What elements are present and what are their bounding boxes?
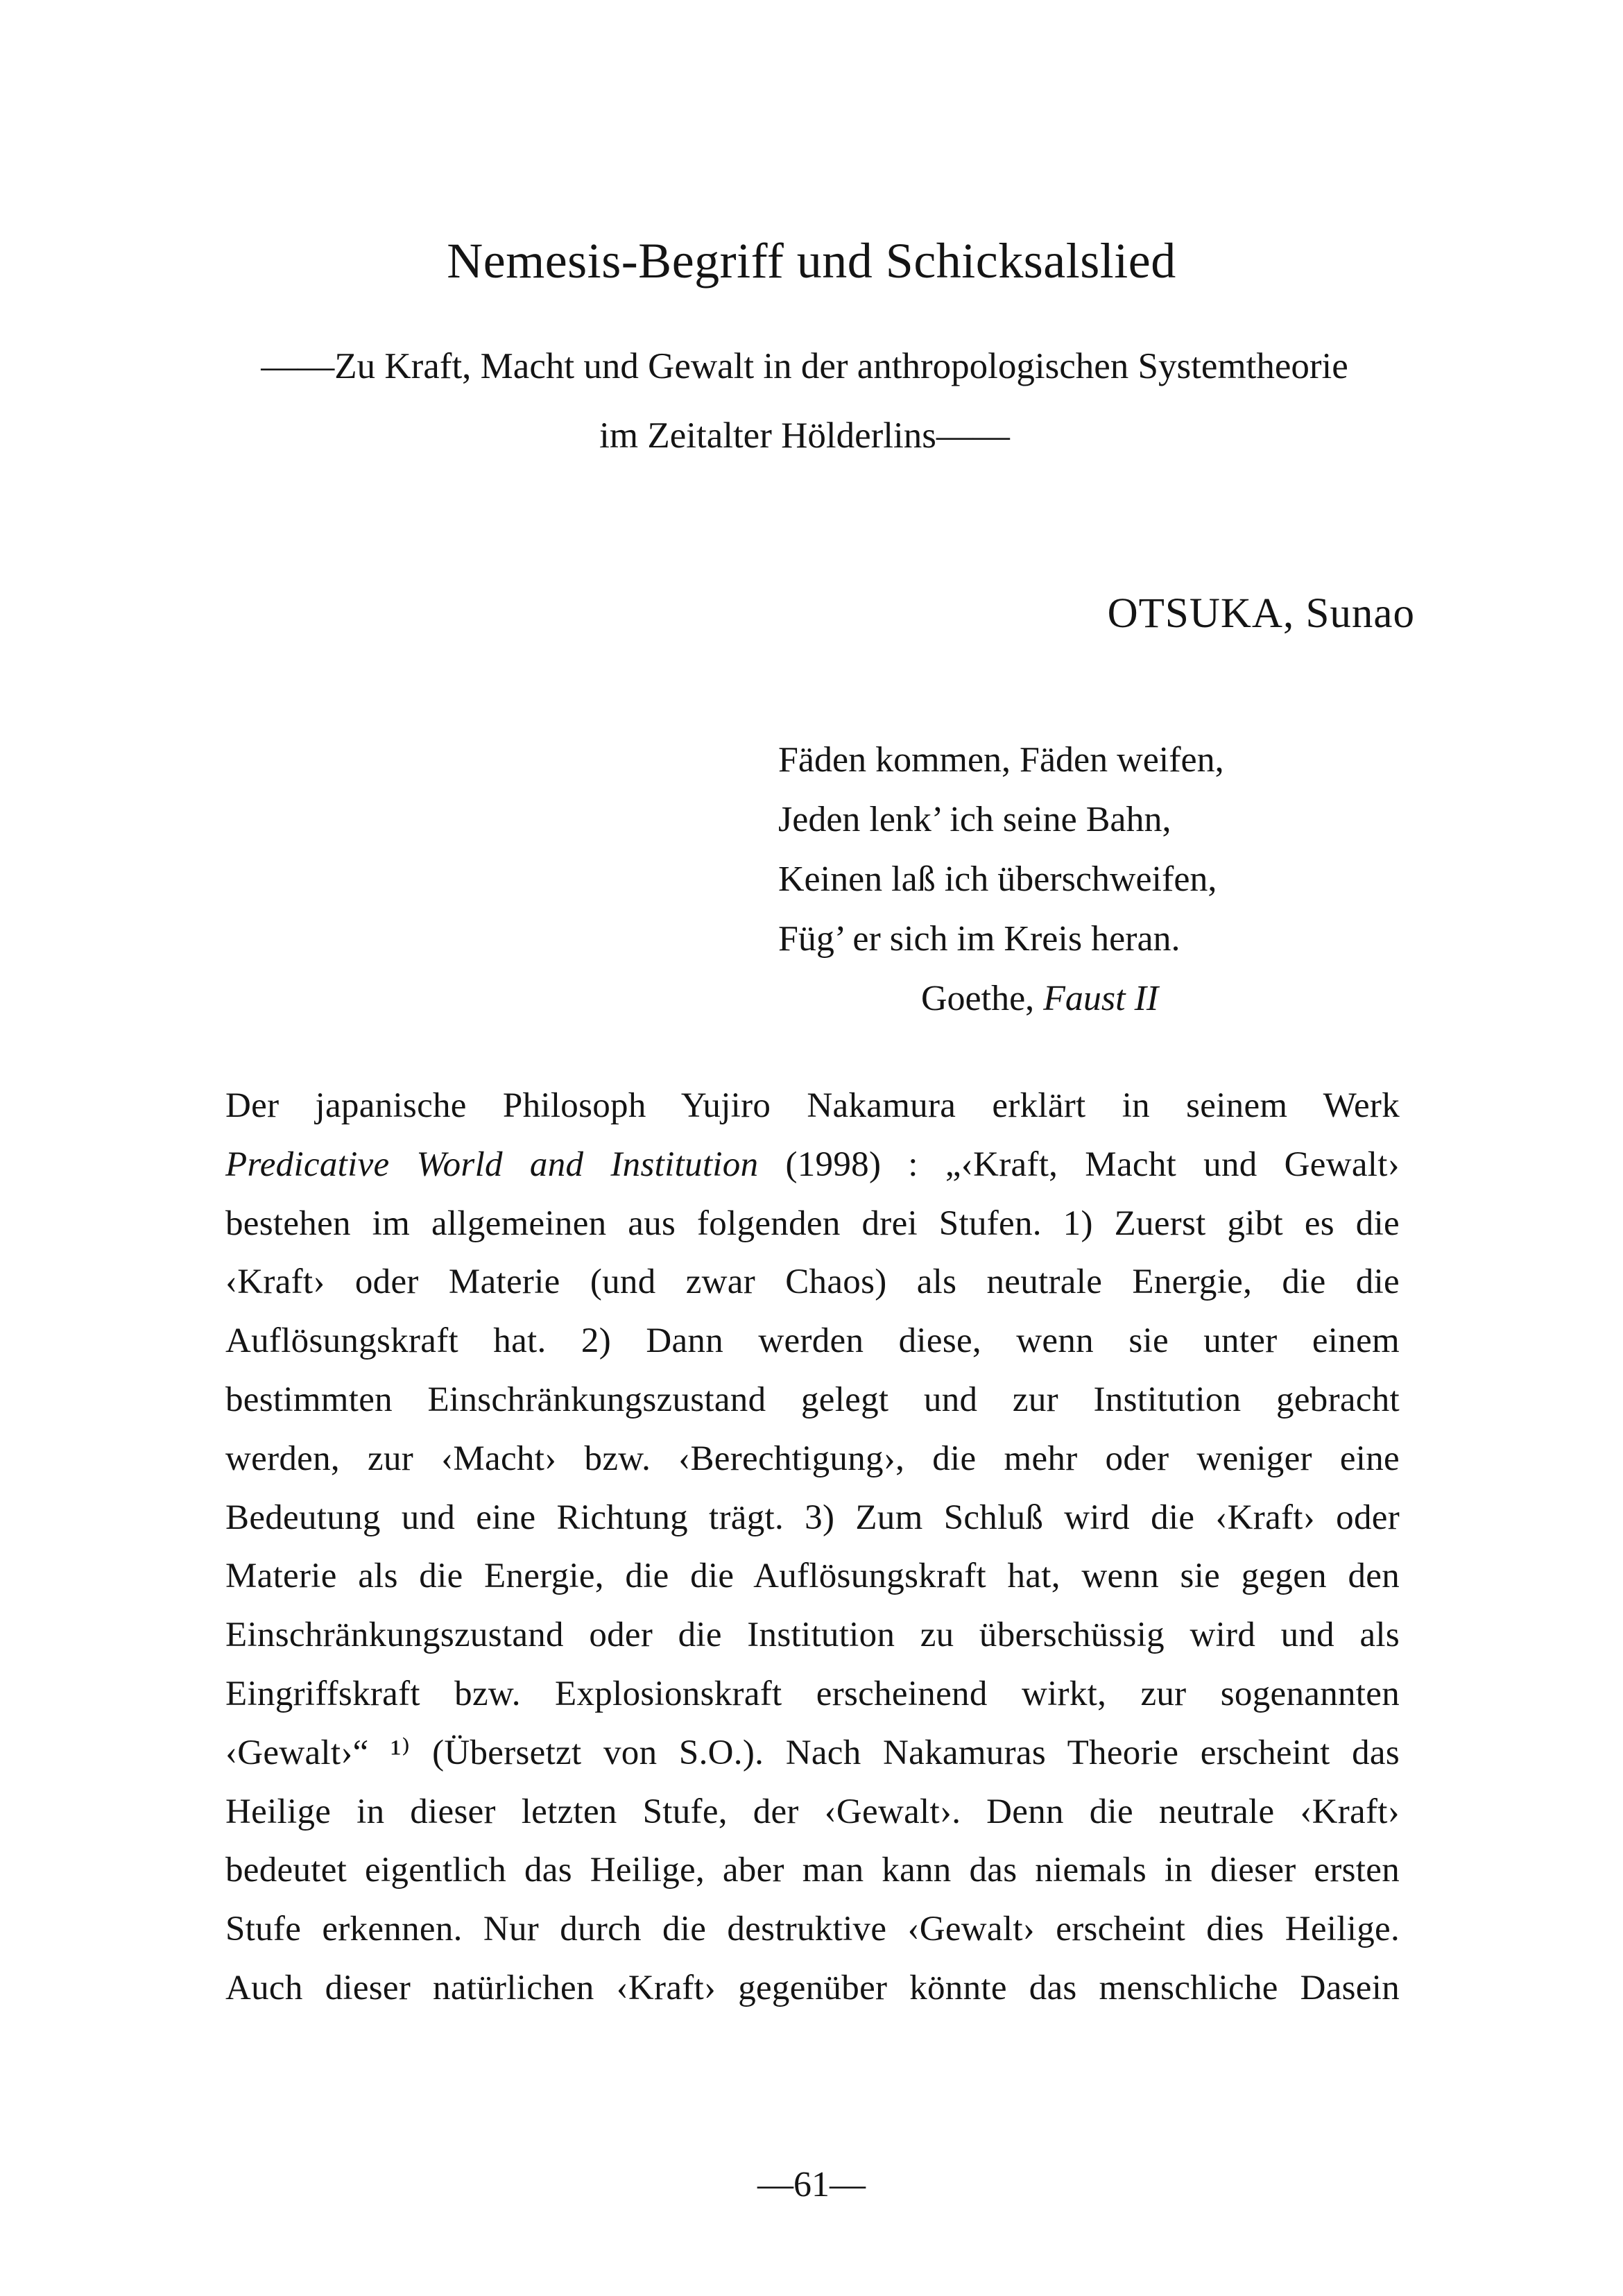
epigraph: [778, 730, 1224, 1029]
paper-subtitle: [139, 332, 1470, 470]
body-line: Materie als die Energie, die die Auflösungskraft hat, wenn sie gegen den: [225, 1557, 1400, 1596]
body-line: ‹Kraft› oder Materie (und zwar Chaos) als neutrale Energie, die die: [225, 1262, 1400, 1302]
body-line: Einschränkungszustand oder die Institution zu überschüssig wird und als: [225, 1616, 1400, 1655]
work-title: Predicative World and Institution: [225, 1145, 759, 1184]
body-line: bestimmten Einschränkungszustand gelegt und zur Institution gebracht: [225, 1380, 1400, 1419]
body-line: Der japanische Philosoph Yujiro Nakamura erklärt in seinem Werk: [225, 1086, 1400, 1125]
epigraph-source-author: Goethe,: [921, 979, 1035, 1018]
epigraph-line: Jeden lenk’ ich seine Bahn,: [778, 800, 1171, 839]
epigraph-source: [778, 969, 1224, 1029]
body-line: ‹Gewalt›“ ¹⁾ (Übersetzt von S.O.). Nach Nakamuras Theorie erscheint das: [225, 1733, 1400, 1772]
body-text: [225, 1077, 1400, 2018]
page-number: —61—: [757, 2165, 866, 2204]
body-line: Auch dieser natürlichen ‹Kraft› gegenüber könnte das menschliche Dasein: [225, 1968, 1400, 2007]
subtitle-line: ——Zu Kraft, Macht und Gewalt in der anthropologischen Systemtheorie: [261, 346, 1348, 386]
subtitle-line: im Zeitalter Hölderlins——: [599, 415, 1010, 456]
epigraph-line: Füg’ er sich im Kreis heran.: [778, 919, 1180, 959]
paper-title: Nemesis-Begriff und Schicksalslied: [447, 233, 1176, 289]
body-line: [225, 1136, 1400, 1194]
body-line: Bedeutung und eine Richtung trägt. 3) Zum Schluß wird die ‹Kraft› oder: [225, 1498, 1400, 1537]
body-line: werden, zur ‹Macht› bzw. ‹Berechtigung›, die mehr oder weniger eine: [225, 1439, 1400, 1478]
body-line: bestehen im allgemeinen aus folgenden drei Stufen. 1) Zuerst gibt es die: [225, 1203, 1400, 1243]
body-line: Auflösungskraft hat. 2) Dann werden diese, wenn sie unter einem: [225, 1321, 1400, 1361]
body-line: Heilige in dieser letzten Stufe, der ‹Gewalt›. Denn die neutrale ‹Kraft›: [225, 1792, 1400, 1831]
body-line: Eingriffskraft bzw. Explosionskraft erscheinend wirkt, zur sogenannten: [225, 1674, 1400, 1713]
author-name: OTSUKA, Sunao: [1107, 590, 1415, 637]
epigraph-line: Fäden kommen, Fäden weifen,: [778, 740, 1224, 780]
body-line: Stufe erkennen. Nur durch die destruktive ‹Gewalt› erscheint dies Heilige.: [225, 1910, 1400, 1949]
body-line-rest: (1998) : „‹Kraft, Macht und Gewalt›: [758, 1145, 1400, 1184]
epigraph-source-work: Faust II: [1043, 979, 1159, 1018]
epigraph-line: Keinen laß ich überschweifen,: [778, 859, 1217, 899]
body-line: bedeutet eigentlich das Heilige, aber man kann das niemals in dieser ersten: [225, 1851, 1400, 1890]
